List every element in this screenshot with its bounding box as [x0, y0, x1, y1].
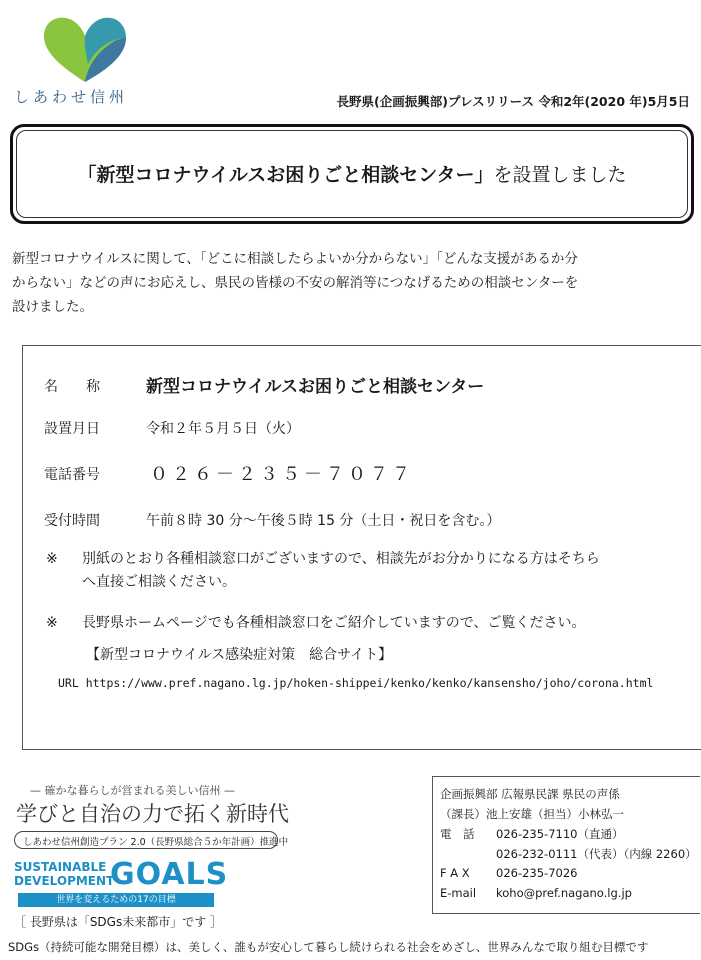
sdg-title-line: DEVELOPMENT: [14, 874, 115, 888]
title-suffix: を設置しました: [493, 164, 627, 186]
setup-date: 令和２年５月５日（火）: [146, 421, 300, 437]
site-title: 【新型コロナウイルス感染症対策 総合サイト】: [86, 647, 393, 663]
note-consult-directly: [82, 548, 600, 594]
logo-text: しあわせ信州: [14, 88, 129, 106]
intro-line: 設けました。: [12, 299, 93, 315]
center-name: 新型コロナウイルスお困りごと相談センター: [146, 377, 485, 397]
corona-site-url[interactable]: URL https://www.pref.nagano.lg.jp/hoken-shippei/kenko/kenko/kansensho/joho/corona.html: [58, 676, 654, 690]
contact-tel-direct: 026-235-7110（直通）: [496, 827, 624, 841]
press-release-date: 長野県(企画振興部)プレスリリース 令和2年(2020 年)5月5日: [336, 94, 690, 109]
note-mark: ※: [46, 615, 58, 631]
phone-label: 電話番号: [44, 467, 100, 483]
contact-tel-main: 026-232-0111（代表）（内線 2260）: [496, 847, 697, 861]
note-line: へ直接ご相談ください。: [82, 574, 236, 590]
contact-fax-label: F A X: [440, 866, 470, 880]
title-center-name: 「新型コロナウイルスお困りごと相談センター」: [77, 164, 494, 186]
reception-hours: 午前８時 30 分～午後５時 15 分（土日・祝日を含む。）: [146, 513, 501, 529]
sdg-title-line: SUSTAINABLE: [14, 860, 107, 874]
contact-tel-label: 電 話: [440, 827, 475, 841]
phone-number: ０２６－２３５－７０７７: [150, 464, 414, 485]
name-label: 名 称: [44, 379, 100, 395]
shinshu-heart-logo: [40, 14, 130, 84]
sdg-goals-logo: GOALS: [110, 857, 229, 892]
contact-fax: 026-235-7026: [496, 866, 578, 880]
slogan-subtitle: — 確かな暮らしが営まれる美しい信州 —: [30, 784, 235, 797]
sdg-footnote: SDGs（持続可能な開発目標）は、美しく、誰もが安心して暮らし続けられる社会をめざし、世界みんなで取り組む目標です: [8, 940, 649, 954]
intro-line: からない」などの声にお応えし、県民の皆様の不安の解消等につなげるための相談センターを: [12, 275, 579, 291]
contact-persons: （課長）池上安雄（担当）小林弘一: [440, 807, 624, 821]
contact-email-label: E-mail: [440, 886, 477, 900]
hours-label: 受付時間: [44, 513, 100, 529]
note-homepage: 長野県ホームページでも各種相談窓口をご紹介していますので、ご覧ください。: [82, 615, 586, 631]
contact-department: 企画振興部 広報県民課 県民の声係: [440, 787, 620, 801]
date-label: 設置月日: [44, 421, 100, 437]
sdg-title: [14, 860, 114, 888]
slogan-main: 学びと自治の力で拓く新時代: [16, 802, 289, 826]
page-title: [16, 160, 688, 187]
plan-badge: しあわせ信州創造プラン 2.0（長野県総合５か年計画）推進中: [14, 831, 278, 849]
note-mark: ※: [46, 551, 58, 567]
note-line: 別紙のとおり各種相談窓口がございますので、相談先がお分かりになる方はそちら: [82, 551, 600, 567]
contact-email[interactable]: koho@pref.nagano.lg.jp: [496, 886, 632, 900]
sdg-goals-subtitle: 世界を変えるための17の目標: [18, 893, 214, 907]
intro-line: 新型コロナウイルスに関して、「どこに相談したらよいか分からない」「どんな支援があるか分: [12, 251, 578, 267]
intro-paragraph: [12, 247, 696, 319]
sdg-future-city: ［ 長野県は「SDGs未来都市」です ］: [14, 915, 223, 929]
